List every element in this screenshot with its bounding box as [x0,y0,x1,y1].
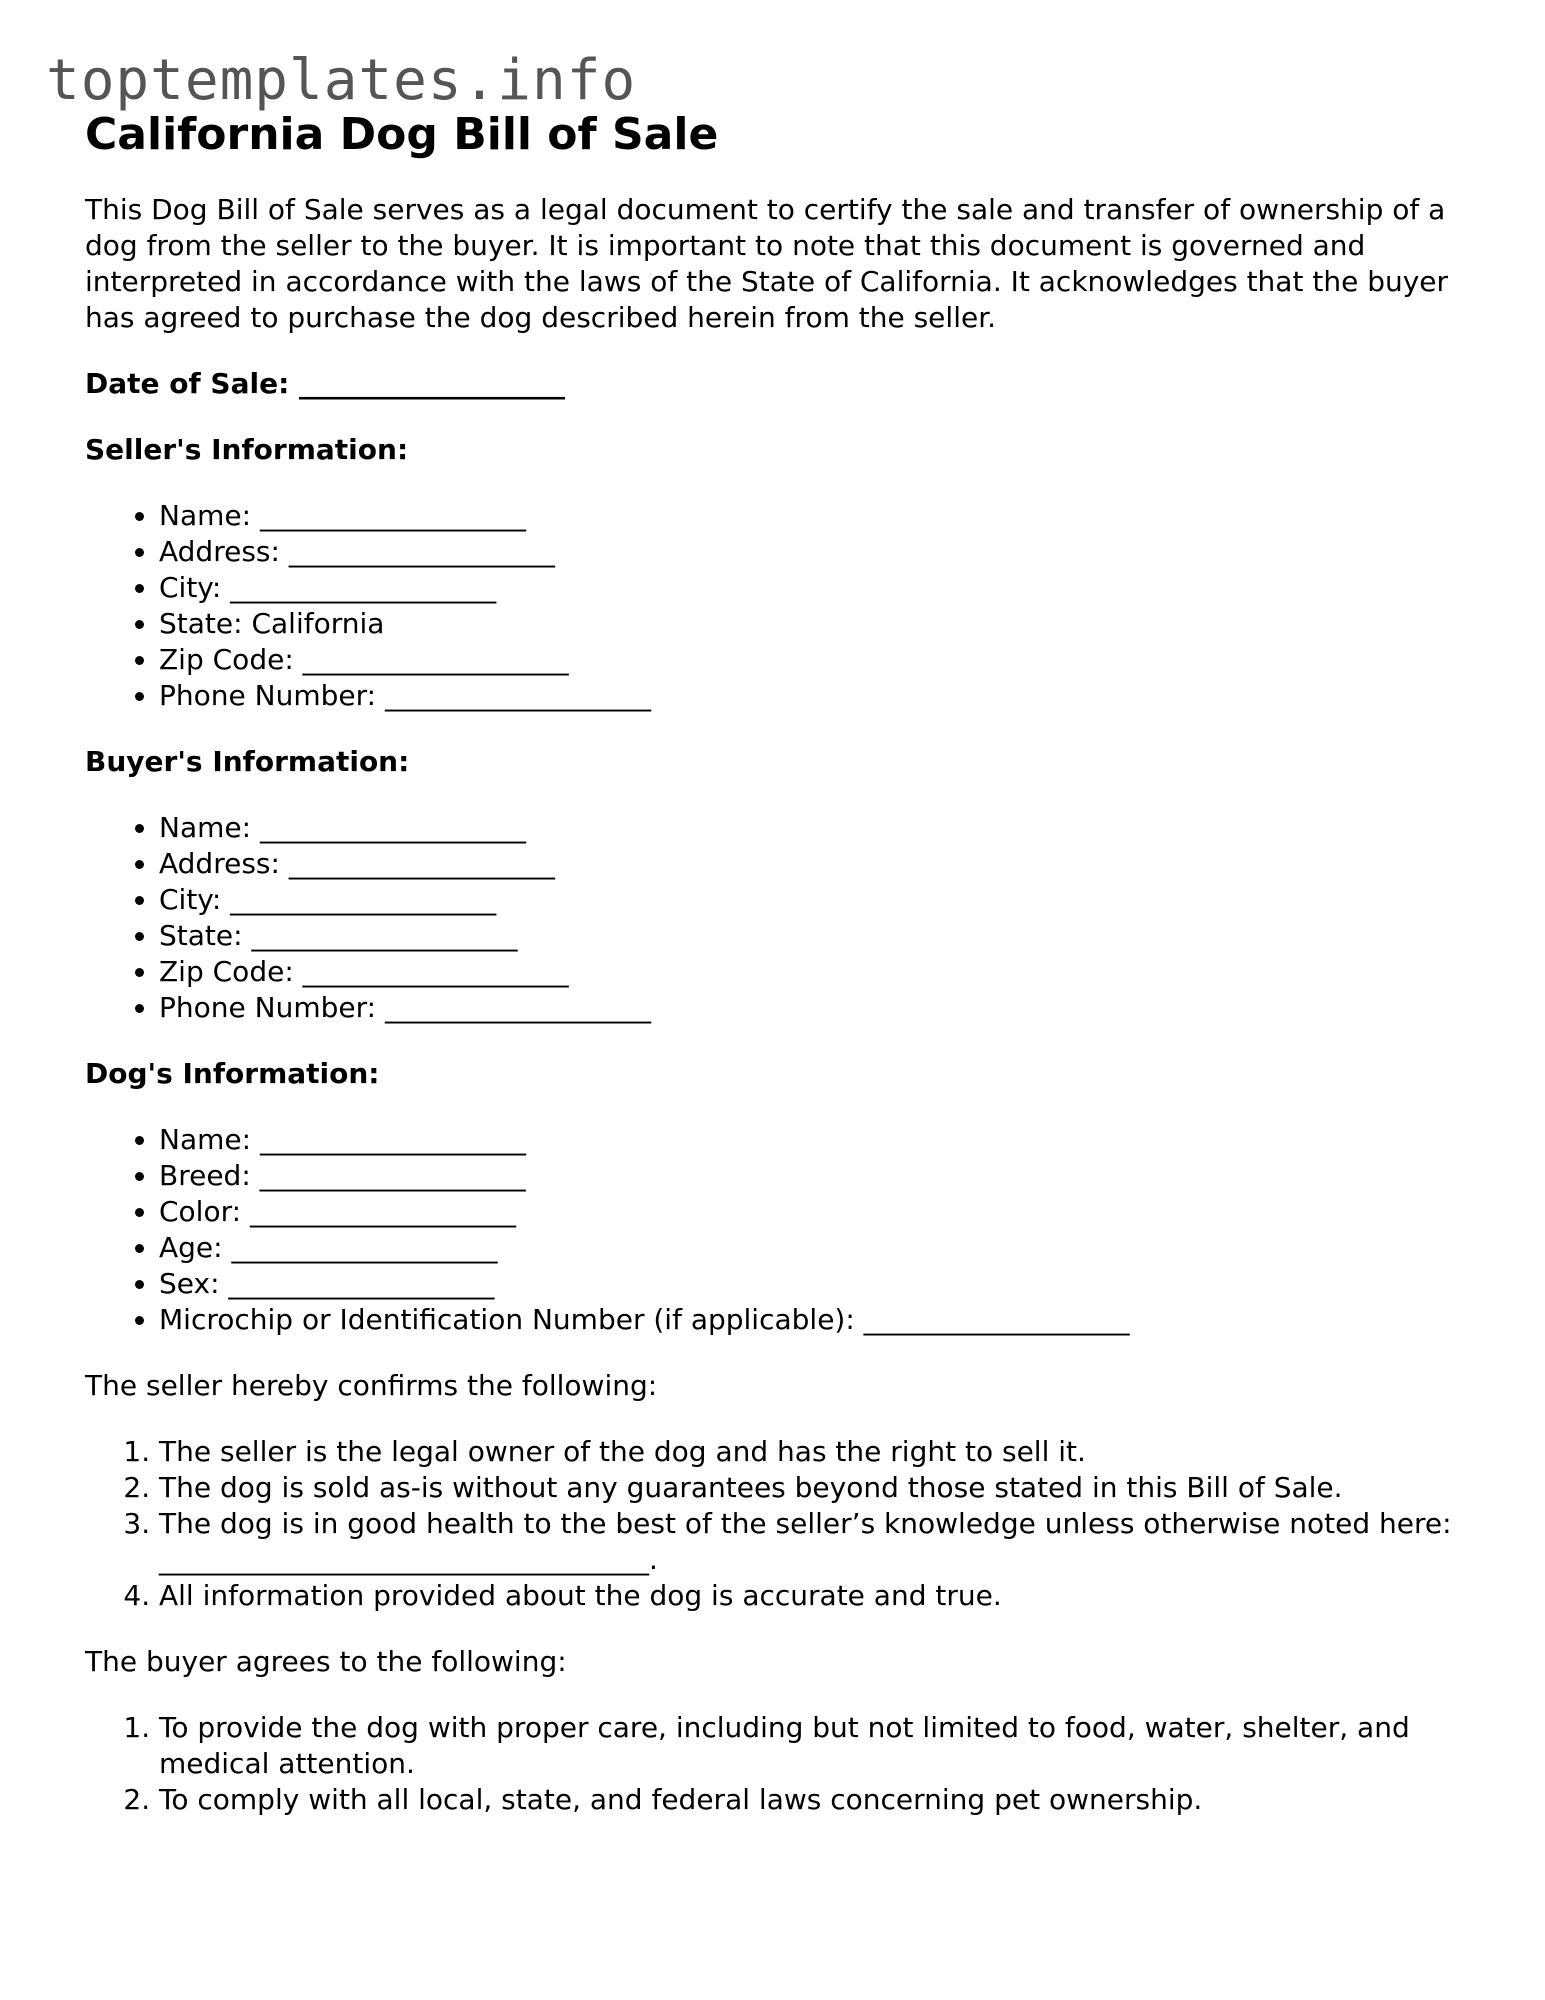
dog-name: • Name: ___________________ [159,1122,1485,1158]
buyer-zip: • Zip Code: ___________________ [159,954,1485,990]
buyer-heading: Buyer's Information: [85,745,410,778]
seller-confirms-item: 3. The dog is in good health to the best of the seller’s knowledge unless otherwise noted here: ___________________________________. [159,1506,1544,1578]
seller-city: • City: ___________________ [159,570,1485,606]
seller-list [85,498,1485,714]
seller-confirms-list [85,1434,1485,1614]
seller-confirms-item: 2. The dog is sold as-is without any guarantees beyond those stated in this Bill of Sale. [159,1470,1485,1506]
dog-color: • Color: ___________________ [159,1194,1485,1230]
seller-zip: • Zip Code: ___________________ [159,642,1485,678]
dog-list [85,1122,1485,1338]
buyer-name: • Name: ___________________ [159,810,1485,846]
dog-microchip: • Microchip or Identification Number (if applicable): ___________________ [159,1302,1485,1338]
buyer-agrees-item: 2. To comply with all local, state, and federal laws concerning pet ownership. [159,1782,1485,1818]
date-of-sale-label: Date of Sale: [85,367,290,400]
buyer-city: • City: ___________________ [159,882,1485,918]
buyer-agrees-list [85,1710,1485,1818]
dog-heading: Dog's Information: [85,1057,380,1090]
seller-confirms-intro: The seller hereby confirms the following: [85,1369,658,1402]
date-of-sale [85,366,1485,402]
buyer-list [85,810,1485,1026]
seller-confirms-item: 1. The seller is the legal owner of the dog and has the right to sell it. [159,1434,1485,1470]
buyer-agrees-item: 1. To provide the dog with proper care, including but not limited to food, water, shelter, and medical attention. [159,1710,1519,1782]
intro-paragraph: This Dog Bill of Sale serves as a legal document to certify the sale and transfer of ownership of a dog from the seller to the buyer. It is important to note that this document is governed and interpreted in accordance with the laws of the State of California. It acknowledges that the buyer has agreed to purchase the dog described herein from the seller. [85,193,1449,334]
dog-breed: • Breed: ___________________ [159,1158,1485,1194]
buyer-phone: • Phone Number: ___________________ [159,990,1485,1026]
document-title: California Dog Bill of Sale [85,109,719,160]
seller-phone: • Phone Number: ___________________ [159,678,1485,714]
buyer-agrees-intro: The buyer agrees to the following: [85,1645,567,1678]
seller-confirms-item: 4. All information provided about the dog is accurate and true. [159,1578,1485,1614]
dog-sex: • Sex: ___________________ [159,1266,1485,1302]
seller-state: • State: California [159,606,1485,642]
seller-name: • Name: ___________________ [159,498,1485,534]
dog-age: • Age: ___________________ [159,1230,1485,1266]
buyer-state: • State: ___________________ [159,918,1485,954]
buyer-address: • Address: ___________________ [159,846,1485,882]
date-of-sale-blank: ___________________ [299,367,566,400]
watermark: toptemplates.info [46,48,637,113]
seller-address: • Address: ___________________ [159,534,1485,570]
document-body [85,100,1485,1818]
seller-heading: Seller's Information: [85,433,409,466]
